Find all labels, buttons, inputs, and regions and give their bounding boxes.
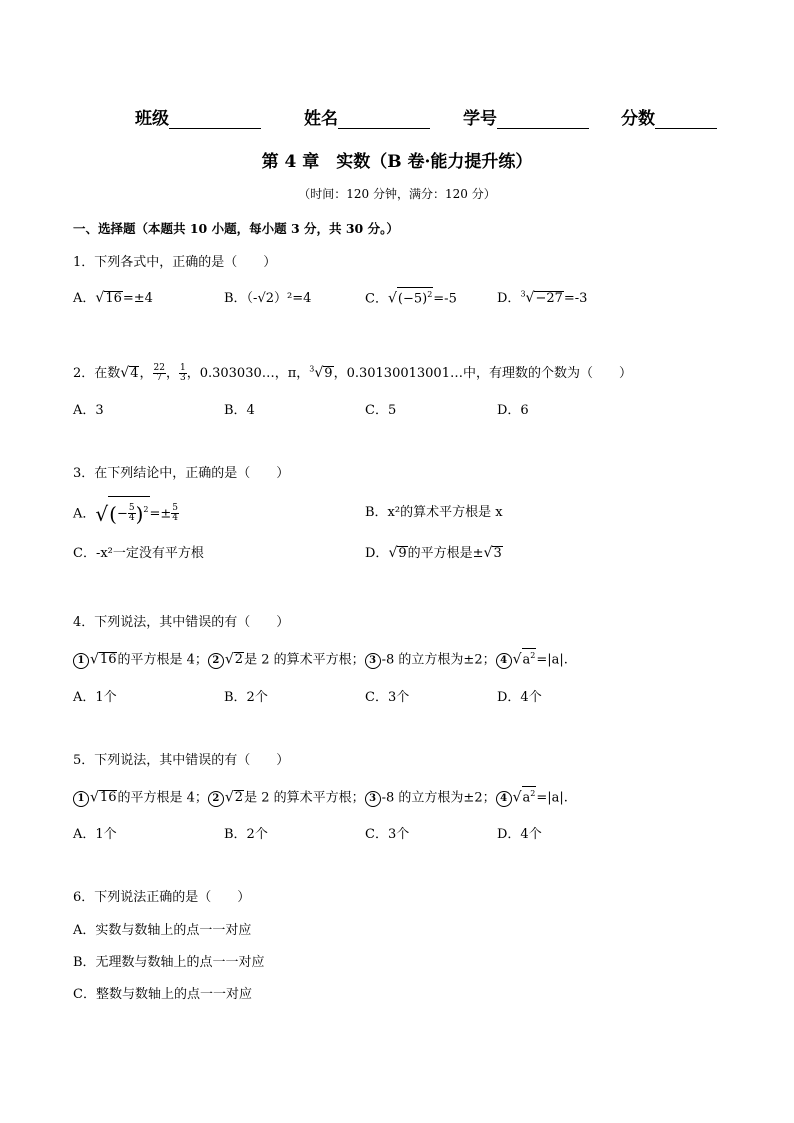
question-5-option-b[interactable]: B．2个 — [224, 827, 268, 842]
question-5-option-a[interactable]: A．1个 — [73, 827, 117, 842]
question-3-option-c[interactable]: C．-x²一定没有平方根 — [73, 546, 204, 561]
stem-end: ，0.30130013001…中，有理数的个数为（ ） — [333, 366, 632, 381]
stem-start: 2．在数 — [73, 366, 121, 381]
circled-number: 4 — [496, 653, 512, 669]
question-2-option-b[interactable]: B．4 — [224, 403, 255, 418]
statement-1: 的平方根是 4； — [117, 790, 208, 806]
question-2-option-d[interactable]: D．6 — [497, 403, 529, 418]
name-blank[interactable] — [338, 110, 430, 129]
option-d-prefix: D． — [497, 291, 521, 306]
fraction: $\frac{5}{4}$ — [128, 503, 135, 524]
statement-1: 的平方根是 4； — [117, 652, 208, 668]
question-2-option-c[interactable]: C．5 — [365, 403, 397, 418]
option-a-rest: =±4 — [122, 291, 153, 306]
score-field — [621, 104, 717, 129]
radicand: 3 — [493, 546, 502, 561]
statement-2: 是 2 的算术平方根； — [244, 790, 365, 806]
question-1-option-c[interactable]: C．$√(-5)^2=-5$ — [365, 287, 457, 306]
radicand: 16 — [99, 652, 117, 668]
radicand: 4 — [130, 366, 139, 381]
question-3-stem: 3．在下列结论中，正确的是（ ） — [73, 466, 290, 481]
question-4-stem: 4．下列说法，其中错误的有（ ） — [73, 615, 290, 630]
root-index: 3 — [309, 364, 315, 374]
score-blank[interactable] — [655, 110, 717, 129]
question-5-option-c[interactable]: C．3个 — [365, 827, 410, 842]
option-c-rest: =-5 — [433, 291, 457, 307]
question-6-option-c[interactable]: C．整数与数轴上的点一一对应 — [73, 987, 252, 1002]
question-1-option-b[interactable]: B．（-√2）²=4 — [224, 291, 312, 306]
question-6-option-a[interactable]: A．实数与数轴上的点一一对应 — [73, 923, 252, 938]
student-id-blank[interactable] — [497, 110, 589, 129]
question-4-option-b[interactable]: B．2个 — [224, 690, 268, 705]
student-id-label: 学号 — [463, 109, 497, 129]
fraction-22-7: $\frac{22}{7}$ — [153, 363, 165, 383]
question-3-option-b[interactable]: B．x²的算术平方根是 x — [365, 505, 503, 520]
fraction: $\frac{5}{4}$ — [172, 503, 179, 524]
question-4-option-c[interactable]: C．3个 — [365, 690, 410, 705]
question-6-option-b[interactable]: B．无理数与数轴上的点一一对应 — [73, 955, 265, 970]
circled-number: 2 — [208, 791, 224, 807]
circled-number: 1 — [73, 791, 89, 807]
question-4-option-a[interactable]: A．1个 — [73, 690, 117, 705]
question-4-statements: 1 √16的平方根是 4； 2 √2是 2 的算术平方根； 3 -8 的立方根为±2； 4 $√a^2=|a|$. — [73, 648, 568, 669]
question-5-option-d[interactable]: D．4个 — [497, 827, 542, 842]
class-blank[interactable] — [169, 110, 261, 129]
section-heading: 一、选择题（本题共 10 小题，每小题 3 分，共 30 分。） — [73, 221, 399, 236]
question-4-option-d[interactable]: D．4个 — [497, 690, 542, 705]
score-label: 分数 — [621, 109, 655, 129]
name-label: 姓名 — [304, 109, 338, 129]
option-d-prefix: D． — [365, 546, 389, 561]
class-label: 班级 — [135, 109, 169, 129]
radicand: a — [522, 652, 531, 668]
circled-number: 1 — [73, 653, 89, 669]
statement-4: =|a|. — [536, 652, 568, 668]
question-1-option-a[interactable]: A．√16=±4 — [73, 290, 153, 306]
root-index: 3 — [520, 289, 526, 299]
question-5-statements: 1 √16的平方根是 4； 2 √2是 2 的算术平方根； 3 -8 的立方根为±2； 4 $√a^2=|a|$. — [73, 786, 568, 807]
question-2-stem: 2．在数√4， $\frac{22}{7}$ ， $\frac{1}{3}$ ，0.303030…，π，$^3$√9，0.30130013001…中，有理数的个数为（ ） — [73, 363, 632, 383]
statement-3: -8 的立方根为±2； — [381, 652, 496, 668]
question-2-option-a[interactable]: A．3 — [73, 403, 104, 418]
radicand: (−5) — [397, 291, 428, 307]
radicand: 9 — [398, 546, 407, 561]
class-field — [135, 104, 261, 129]
question-5-stem: 5．下列说法，其中错误的有（ ） — [73, 753, 290, 768]
statement-3: -8 的立方根为±2； — [381, 790, 496, 806]
student-id-field — [463, 104, 589, 129]
radicand: 9 — [324, 366, 333, 381]
statement-2: 是 2 的算术平方根； — [244, 652, 365, 668]
question-3-option-d[interactable]: D．√9的平方根是±√3 — [365, 545, 502, 561]
circled-number: 2 — [208, 653, 224, 669]
radicand: −27 — [535, 291, 563, 306]
circled-number: 3 — [365, 653, 381, 669]
page-title: 第 4 章 实数（B 卷·能力提升练） — [261, 152, 533, 172]
question-3-option-a[interactable]: A．√(− $\frac{5}{4}$ )$^2$=± $\frac{5}{4}$ — [73, 496, 179, 527]
option-a-prefix: A． — [73, 506, 96, 522]
stem-middle: ，0.303030…，π， — [186, 366, 310, 381]
question-1-stem: 1．下列各式中，正确的是（ ） — [73, 255, 277, 270]
name-field — [304, 104, 430, 129]
radicand: a — [522, 790, 531, 806]
circled-number: 3 — [365, 791, 381, 807]
option-d-mid: 的平方根是± — [407, 546, 484, 561]
radicand: 2 — [234, 790, 244, 806]
statement-4: =|a|. — [536, 790, 568, 806]
option-d-rest: =-3 — [563, 291, 588, 306]
fraction-1-3: $\frac{1}{3}$ — [179, 363, 186, 383]
radicand: 2 — [234, 652, 244, 668]
option-c-prefix: C． — [365, 291, 388, 307]
radicand: 16 — [99, 790, 117, 806]
question-6-stem: 6．下列说法正确的是（ ） — [73, 890, 251, 905]
question-1-option-d[interactable]: D．$^3$√−27=-3 — [497, 289, 588, 306]
radicand: 16 — [105, 291, 122, 306]
page-subtitle: （时间：120 分钟，满分：120 分） — [298, 187, 496, 201]
option-a-rest: =± — [149, 506, 172, 522]
circled-number: 4 — [496, 791, 512, 807]
option-a-prefix: A． — [73, 291, 96, 306]
